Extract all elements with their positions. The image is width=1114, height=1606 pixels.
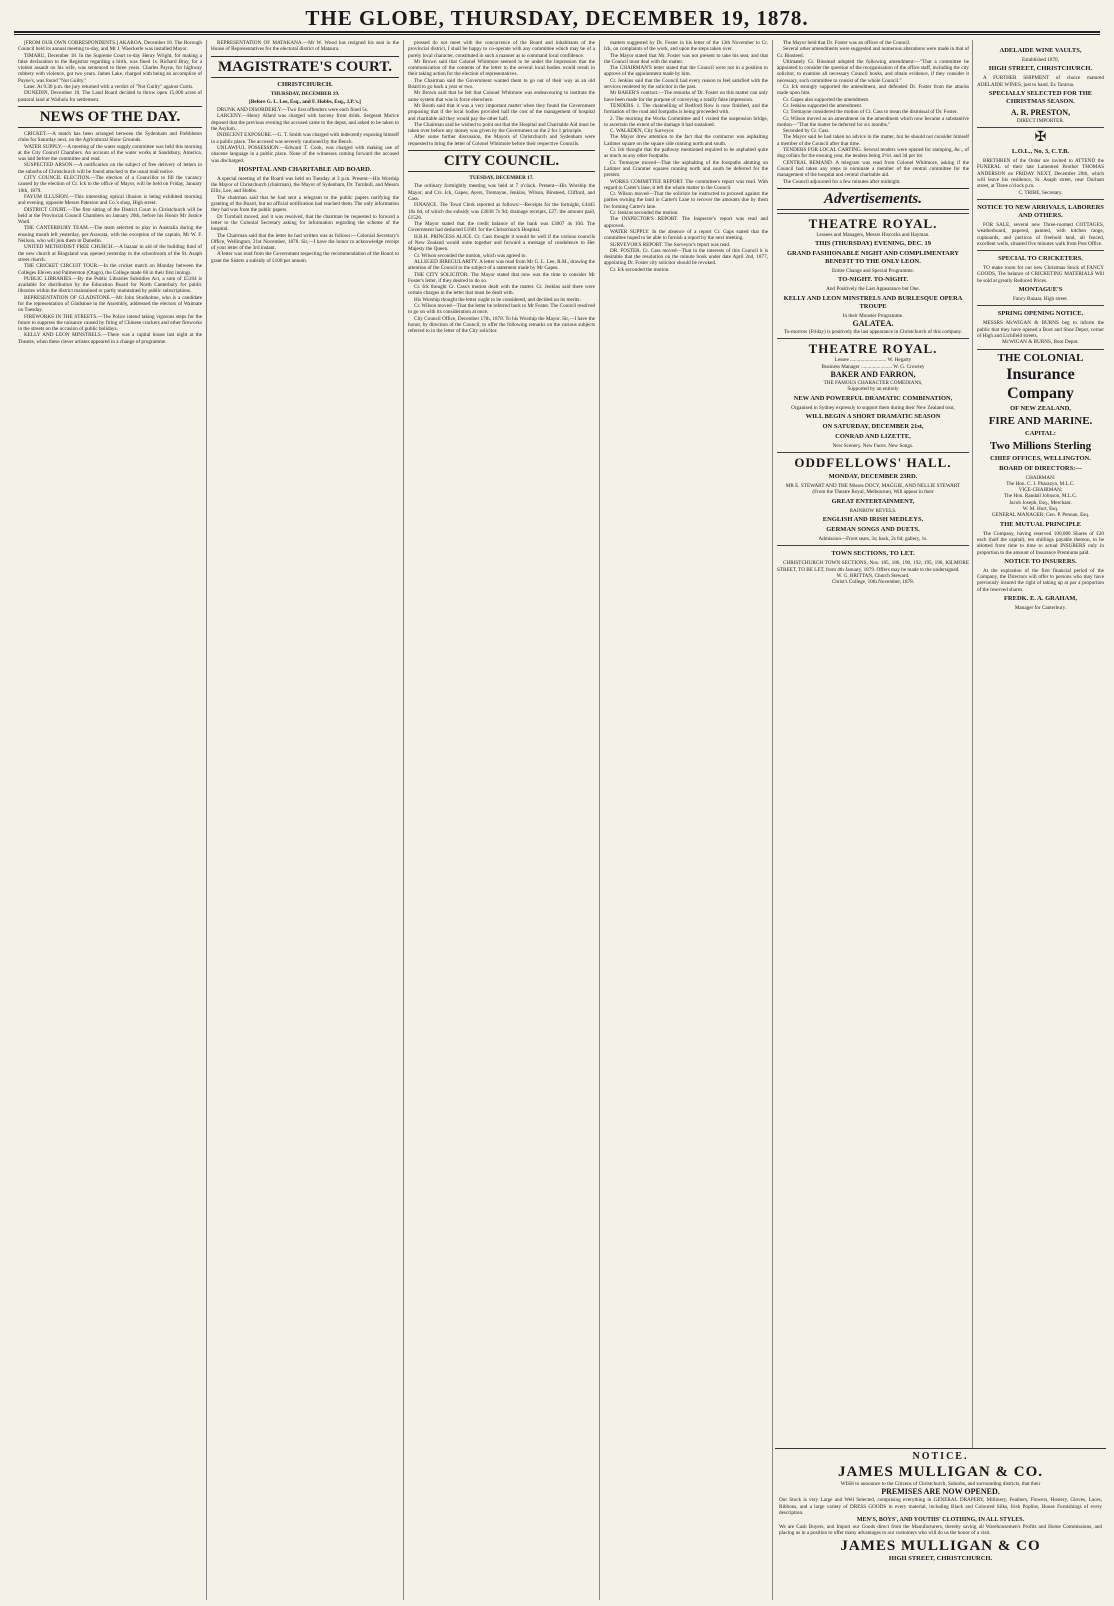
mulligan-addr: HIGH STREET, CHRISTCHURCH. bbox=[888, 1554, 993, 1562]
ad-line: To-morrow (Friday) is positively the last appearance in Christchurch of this company. bbox=[783, 329, 963, 336]
hospital-para: The chairman said that he had sent a telegram to the public papers notifying the granting of the Board, but no official notification had reached them. The only information they had was from the public papers. bbox=[211, 194, 399, 214]
city-para: Cr. Ick thought Cr. Cass's motion dealt with the matter. Cr. Jenkins said there were certain charges in the letter that must be dealt with. bbox=[408, 284, 595, 297]
wine-text: A FURTHER SHIPMENT of choice matured ADELAIDE WINES, just to hand, Ex Tararua. bbox=[977, 75, 1104, 88]
ad-line: RAINBOW REVELS. bbox=[849, 507, 897, 514]
court-bench: [Before G. L. Lee, Esq., and F. Hobbs, Esq., J.P.'s.] bbox=[249, 98, 361, 105]
court-case: UNLAWFUL POSSESSION.—Edward T. Cook, was charged with making use of obscene language in a public place. None of the witnesses coming forward the accused was discharged. bbox=[211, 144, 399, 164]
council-cont: The INSPECTOR'S REPORT. The Inspector's report was read and approved. bbox=[604, 216, 768, 229]
council-cont: 2. The morning the Works Committee and I visited the suspension bridge, to ascertain the extent of the damage it had sustained. bbox=[604, 115, 768, 128]
notice2-text: At the expiration of the first financial period of the Company, the Directors will offer to persons who may have previously insured the right of taking up at par a proportion of the reserved shares. bbox=[977, 567, 1104, 593]
mulligan-text: Our Stock is very Large and Well Selected, comprising everything in GENERAL DRAPERY, Millinery, Feathers, Flowers, Hosiery, Gloves, Laces, Ribbons, and a large variety of DRESS GOODS in every material, including Black and Coloured Silks, Irish Poplins, House Furnishings of every description. bbox=[779, 1497, 1102, 1516]
ad-line: GALATEA. bbox=[852, 319, 894, 329]
column-divider bbox=[206, 40, 207, 1600]
ad-line: Organised in Sydney expressly to support them during their New Zealand tour, bbox=[791, 404, 955, 411]
council-cont: The Mayor held that Dr. Foster was an officer of the Council. bbox=[783, 40, 911, 46]
lodge-title: L.O.L., No. 3, C.T.B. bbox=[1011, 148, 1070, 156]
mulligan-ad bbox=[775, 1448, 1106, 1600]
court-heading: MAGISTRATE'S COURT. bbox=[211, 56, 399, 78]
council-cont: Several other amendments were suggested and numerous alterations were made in that of Cr. Binsteed. bbox=[777, 46, 969, 59]
column-2 bbox=[209, 40, 401, 1600]
hospital-cont: pressed do not meet with the concurrence of the Board and inhabitants of the provincial district, I shall be happy to co-operate with any committee which may be of a purely local character, constituted in such a manner as to command local confidence. bbox=[408, 40, 595, 59]
sections-title: TOWN SECTIONS, TO LET. bbox=[831, 550, 915, 558]
ad-line: TO-NIGHT. TO-NIGHT. bbox=[837, 276, 908, 284]
mulligan-name: JAMES MULLIGAN & CO. bbox=[837, 1464, 1043, 1480]
column-5 bbox=[775, 40, 971, 1600]
later-report: Later. At 9.30 p.m. the jury returned with a verdict of "Not Guilty" against Curtis. bbox=[24, 84, 194, 91]
sections-text: CHRISTCHURCH TOWN SECTIONS, Nos. 185, 186, 190, 192, 195, 196, KILMORE STREET, TO BE LET, from 4th January, 1879. Offers may be made to the undersigned. bbox=[777, 560, 969, 573]
hospital-para: Dr Turnbull moved, and it was resolved, that the chairman be requested to forward a letter to the Colonial Secretary asking for information regarding the scheme of the hospital. bbox=[211, 213, 399, 233]
court-place: CHRISTCHURCH. bbox=[277, 80, 333, 88]
board-line: W. M. Hort, Esq. bbox=[1022, 506, 1059, 513]
council-cont: Cr. Tremayne moved—That the asphalting of the footpaths abutting on Latimer and Cranmer squares running north and south be deferred for the present. bbox=[604, 159, 768, 179]
wine-title: ADELAIDE WINE VAULTS, bbox=[999, 47, 1082, 54]
news-item: REPRESENTATION OF GLADSTONE.—Mr John Studholme, who is a candidate for the representation of Gladstone in the Assembly, addressed the electors of Waimate on Tuesday. bbox=[18, 294, 202, 314]
city-para: Cr. Wilson moved—That the letter be referred back to Mr Foster. The Council resolved to go on with its consideration at once. bbox=[408, 302, 595, 316]
news-item: SUSPECTED ARSON.—A notification on the subject of free delivery of letters in the suburbs of Christchurch will be found attached to the usual mail notice. bbox=[18, 162, 202, 175]
insurance-nz: OF NEW ZEALAND, bbox=[1010, 404, 1071, 412]
column-divider bbox=[772, 40, 773, 1600]
board-line: Jacob Joseph, Esq., Merchant. bbox=[1009, 499, 1072, 506]
ad-line: Supported by an entirely bbox=[847, 386, 899, 393]
theatre-royal-ad-2 bbox=[777, 338, 969, 449]
mulligan-clothing: MEN'S, BOYS', AND YOUTHS' CLOTHING, IN ALL STYLES. bbox=[856, 1517, 1025, 1524]
principle-text: The Company, having reserved 100,000 Shares of £20 each (half the capital), ten shillings payable thereon, to be allotted from time to time to actual INSURERS only in proportion to the amount of Insurance Premiums paid. bbox=[977, 530, 1104, 556]
news-item: WATER SUPPLY.—A meeting of the water supply committee was held this morning at the City Council Chambers. An account of the water works at Sandsbury, America, was laid before the committee and read. bbox=[18, 143, 202, 163]
news-item: FAYUM ILLUSION.—This interesting optical illusion is being exhibited morning and evening, opposite Messrs Paterson and Co.'s shop, High street. bbox=[18, 193, 202, 207]
montague-sub: Fancy Bazaar, High street. bbox=[1013, 296, 1068, 303]
council-cont: Cr. Jenkins supported the amendment. bbox=[783, 102, 863, 109]
wine-vaults-ad bbox=[977, 43, 1104, 124]
ad-line: MONDAY, DECEMBER 23RD. bbox=[828, 473, 918, 481]
column-3 bbox=[406, 40, 597, 1600]
ad-line: Admission—Front seats, 3s; back, 2s 6d; gallery, 1s. bbox=[818, 535, 928, 542]
hospital-para: A letter was read from the Government respecting the recommendation of the Board to grant the Sisters a subsidy of £100 per annum. bbox=[211, 251, 399, 264]
town-sections-ad bbox=[777, 545, 969, 585]
opening-sign: McWIGAN & BURNS, Boot Depot. bbox=[1002, 339, 1079, 346]
intro-akaroa: [FROM OUR OWN CORRESPONDENTS.] AKAROA, December 18. The Borough Council held its annual meeting to-day, and Mr J. Waeckerle was installed Mayor. bbox=[18, 40, 202, 53]
opening-ad bbox=[977, 305, 1104, 345]
ad-line: And Positively the Last Appearance but One. bbox=[826, 286, 920, 293]
hospital-cont: After some further discussion, the Mayors of Christchurch and Sydenham were requested to bring the letter of Colonel Whitmore before their respective Councils. bbox=[408, 134, 595, 147]
council-cont: WORKS COMMITTEE REPORT. The committee's report was read. With regard to Carter's lane, it left the whole matter to the Council. bbox=[604, 178, 768, 191]
column-divider bbox=[403, 40, 404, 1600]
city-para: THE CITY SOLICITOR. The Mayor stated that now was the time to consider Mr Foster's letter, if they desired to do so. bbox=[408, 271, 595, 284]
hospital-cont: The Chairman said the Government wanted them to go out of their way as an old Board to go back a year or two. bbox=[408, 77, 595, 91]
news-item: CITY COUNCIL ELECTION.—The election of a Councillor to fill the vacancy caused by the election of Cr. Ick to the office of Mayor, will be held on Friday, January 10th, 1879. bbox=[18, 175, 202, 194]
sections-date: Christ's College, 10th November, 1878. bbox=[831, 579, 915, 586]
council-cont: TENDERS. 1. The channelling of Bedford Row is now finished, and the formation of the road and footpaths is being proceeded with. bbox=[604, 102, 768, 116]
lessee-line: Lessee ............................ W. Hegarty bbox=[834, 357, 912, 364]
lodge-text: BRETHREN of the Order are invited to ATTEND the FUNERAL of their late Lamented Brother THOMAS ANDERSON on FRIDAY NEXT, December 20th, which will leave his residence, St. Asaph street, near Durham street, at Three o'clock p.m. bbox=[977, 158, 1104, 190]
graham-sub: Manager for Canterbury. bbox=[1014, 604, 1067, 611]
theatre-royal-ad bbox=[777, 213, 969, 335]
oddfellows-ad bbox=[777, 452, 969, 542]
council-cont: Ultimately Cr. Binstead adopted the following amendment:—"That a committee be appointed to consider the question of the reorganisation of the office staff, including the city solicitor, to examine all necessary Council books, and obtain evidence, if they consider it necessary, such committee to consist of the whole Council." bbox=[777, 58, 969, 84]
city-para: The ordinary fortnightly meeting was held at 7 o'clock. Present—His Worship the Mayor, and Crs. Ick, Gapes, Ayers, Tremayne, Jenkins, Wilson, Binsteed, Clifford, and Cass. bbox=[408, 183, 595, 202]
council-cont: Cr. Tremayne considered the motion of Cr. Cass to mean the dismissal of Dr. Foster. bbox=[783, 109, 958, 116]
hospital-cont: The Chairman said he wished to point out that the Hospital and Charitable Aid must be taken over before any money was given by the Government on the 2 for 1 principle. bbox=[408, 121, 595, 135]
mulligan-notice: NOTICE. bbox=[912, 1451, 969, 1462]
news-item: CRICKET.—A match has been arranged between the Sydenham and Frebbleton clubs for Saturday next, on the Agricultural Show Grounds. bbox=[18, 130, 202, 144]
column-1 bbox=[16, 40, 204, 1600]
ad-line: THE FAMOUS CHARACTER COMEDIANS, bbox=[823, 379, 923, 386]
lodge-ad bbox=[977, 127, 1104, 196]
cricket-title: SPECIAL TO CRICKETERS. bbox=[998, 255, 1083, 263]
mulligan-name-2: JAMES MULLIGAN & CO bbox=[840, 1537, 1041, 1554]
council-cont: TENDERS FOR LOCAL CARTING. Several tenders were opened for stamping, &c., of dog collars for the ensuing year, the tenders being 2½d. and 3d per lot. bbox=[777, 147, 969, 160]
court-date: THURSDAY, DECEMBER 19. bbox=[270, 90, 340, 97]
city-council-heading: CITY COUNCIL. bbox=[408, 150, 595, 172]
council-cont: C. WALKDEN, City Surveyor. bbox=[610, 128, 675, 135]
oddfellows-title: ODDFELLOWS' HALL. bbox=[794, 455, 952, 471]
board-line: The Hon. Randall Johnson, M.L.C. bbox=[1003, 493, 1078, 500]
timaru-report: TIMARU, December 18. In the Supreme Court to-day Henry Wright, for making a false declaration to the Registrar regarding a birth, was fined 1s. Richard Bray, for a violent assault on his wife, was sentenced to three years. Charles Payne, for highway robbery with violence, got two years. James Lake, charged with being an accomplice of Payne's, was found "Not Guilty." bbox=[18, 52, 202, 84]
sale-ad bbox=[977, 199, 1104, 247]
council-cont: The Mayor said he had taken no advice in the matter, but he should not consider himself a member of the Council after that time. bbox=[777, 134, 969, 147]
news-item: THE CRICKET CIRCUIT TOUR.—In the cricket match on Monday between the Colleges Eleven and Palmerston (Otago), the College made 68 in their first innings. bbox=[18, 263, 202, 276]
court-case: LARCENY.—Henry Allard was charged with larceny from drink. Sergeant Morice deposed that the previous evening the accused came to the depot, and asked to be taken to the Asylum. bbox=[211, 113, 399, 133]
council-cont: Cr. Jenkins said that the Council had every reason to feel satisfied with the services rendered by the solicitor in the past. bbox=[604, 77, 768, 91]
council-cont: Seconded by Cr. Cass. bbox=[783, 128, 830, 135]
sections-signer: W. G. BRITTAN, Church Steward. bbox=[836, 572, 910, 579]
opening-title: SPRING OPENING NOTICE. bbox=[997, 310, 1084, 318]
preston-name: A. R. PRESTON, bbox=[1010, 107, 1071, 117]
council-cont: Cr. Ick thought that the pathway mentioned required to be asphalted quite as much as any other footpaths. bbox=[604, 147, 768, 160]
hospital-cont: Mr Brown said that Colonel Whitmore seemed to be under the impression that the communication of the contents of the letter to the several local bodies would result in their taking action for the election of representatives. bbox=[408, 58, 595, 78]
lodge-sign: C. TRIBE, Secretary. bbox=[1018, 189, 1063, 196]
colonial-insurance-ad bbox=[977, 349, 1104, 612]
board-line: BOARD OF DIRECTORS:— bbox=[999, 464, 1082, 472]
council-cont: CENTRAL REMAND. A telegram was read from Colonel Whitmore, asking if the Council had taken any steps to nominate a member of the central committee for the management of the hospital and central charitable aid. bbox=[777, 159, 969, 179]
hospital-heading: HOSPITAL AND CHARITABLE AID BOARD. bbox=[238, 165, 372, 173]
council-cont: Cr. Ick seconded the motion. bbox=[610, 266, 670, 273]
masthead-rule bbox=[14, 31, 1100, 35]
council-cont: Mr BAKER'S contract.—The remarks of Dr. Foster on this matter can only have been made for the purpose of conveying a totally false impression. bbox=[604, 90, 768, 103]
ad-line: New Scenery. New Faces. New Songs. bbox=[832, 442, 914, 449]
news-item: UNITED METHODIST FREE CHURCH.—A bazaar in aid of the building fund of the new church at Bingsland was opened yesterday in the schoolroom of the St. Asaph street church. bbox=[18, 244, 202, 263]
news-item: THE CANTERBURY TEAM.—The team selected to play in Australia during the ensuing month left yesterday, per Arawata, with the exception of the captain, Mr W. F. Neilson, who will join them in Dunedin. bbox=[18, 225, 202, 245]
insurance-capital: CAPITAL: bbox=[1025, 429, 1056, 437]
masthead: THE GLOBE, THURSDAY, DECEMBER 19, 1878. bbox=[305, 6, 809, 30]
mulligan-announce: WISH to announce to the Citizens of Christchurch, Suburbs, and surrounding districts, that their bbox=[840, 1481, 1041, 1487]
council-cont: The CHAIRMAN'S letter stated that the Council were not in a position to approve of the appointment made by him. bbox=[604, 65, 768, 78]
council-cont: DR. FOSTER. Cr. Cass moved—That in the interests of this Council it is desirable that the resolution on the minute book under date April 2nd, 1877, appointing Dr. Foster city solicitor should be revoked. bbox=[604, 247, 768, 267]
theatre-title: THEATRE ROYAL. bbox=[808, 341, 938, 357]
city-para: The Mayor stated that the credit balance of the bank was £3007 4s 10d. The Government had deducted £1681 for the Christchurch Hospital. bbox=[408, 221, 595, 234]
wine-special: SPECIALLY SELECTED FOR THE CHRISTMAS SEASON. bbox=[988, 89, 1093, 105]
matakana-item: REPRESENTATION OF MATAKANA.—Mr W. Wood has resigned his seat in the House of Representatives for the electoral district of Mataura. bbox=[211, 40, 399, 53]
ad-line: Entire Change and Special Programme. bbox=[832, 268, 914, 275]
court-case: INDECENT EXPOSURE.—G. T. Smith was charged with indecently exposing himself in a public place. The accused was severely cautioned by the Bench. bbox=[211, 132, 399, 145]
lodge-emblem-icon: ✠ bbox=[1034, 130, 1047, 146]
hospital-para: A special meeting of the Board was held on Tuesday at 3 p.m. Present—His Worship the Mayor of Christchurch (chairman), the Mayor of Sydenham, Dr. Turnbull, and Messrs Ellis, Lee, and Hobbs. bbox=[211, 175, 399, 195]
ad-line: KELLY AND LEON MINSTRELS AND BURLESQUE OPERA TROUPE bbox=[783, 294, 963, 310]
council-cont: WATER SUPPLY. In the absence of a report Cr. Gaps stated that the committee hoped to be able to furnish a report by the next meeting. bbox=[604, 228, 768, 242]
board-line: CHAIRMAN: bbox=[1025, 474, 1056, 481]
ad-line: ON SATURDAY, DECEMBER 21st, bbox=[822, 422, 924, 430]
ad-line: THIS (THURSDAY) EVENING, DEC. 19 bbox=[814, 240, 932, 248]
ad-line: ENGLISH AND IRISH MEDLEYS. bbox=[822, 515, 924, 523]
insurance-millions: Two Millions Sterling bbox=[989, 439, 1092, 452]
advertisements-heading: Advertisements. bbox=[777, 188, 969, 210]
council-cont: SURVEYOR'S REPORT. The Surveyor's report was read. bbox=[610, 241, 731, 248]
insurance-fire: FIRE AND MARINE. bbox=[988, 414, 1093, 427]
mulligan-premises: PREMISES ARE NOW OPENED. bbox=[881, 1487, 1000, 1497]
ad-line: CONRAD AND LIZETTE, bbox=[835, 432, 911, 440]
board-line: The Hon. C. J. Pharazyn, M.L.C. bbox=[1006, 480, 1075, 487]
opening-text: MESSRS McWIGAN & BURNS beg to inform the public that they have opened a Boot and Shoe Depot, corner of High and Lichfield streets. bbox=[977, 320, 1104, 339]
council-cont: Cr. Wilson moved—That the solicitor be instructed to proceed against the parties owning the land in Carter's Lane to recover the amounts due by them for forming Carter's lane. bbox=[604, 191, 768, 210]
wine-est: Established 1870, bbox=[1022, 57, 1059, 63]
dunedin-report: DUNEDIN, December 18. The Land Board decided to throw open 15,000 acres of pastoral land at Waihola for settlement. bbox=[18, 90, 202, 103]
news-item: KELLY AND LEON MINSTRELS.—There was a capital house last night at the Theatre, when these clever artistes appeared in a change of programme. bbox=[18, 332, 202, 345]
mulligan-cash: We are Cash Buyers, and Import our Goods direct from the Manufacturers, thereby saving all Warehousemen's Profits and Home Commissions, and placing us in a position to offer many advantages to our customers who will do us the honor of a visit. bbox=[779, 1524, 1102, 1537]
wine-addr: HIGH STREET, CHRISTCHURCH. bbox=[988, 65, 1093, 73]
city-para: ALLEGED IRREGULARITY. A letter was read from Mr G. L. Lee, R.M., drawing the attention of the Council to the subject of a statement made by Mr Gapes. bbox=[408, 258, 595, 272]
council-cont: Cr. Gapes also supported the amendment. bbox=[783, 96, 870, 103]
column-divider bbox=[599, 40, 600, 1600]
hospital-para: The Chairman said that the letter he had written was as follows:—Colonial Secretary's Office, Wellington, 21st November, 1878. Sir,—I have the honor to acknowledge receipt of your letter of the 3rd instant. bbox=[211, 232, 399, 252]
council-cont: matters suggested by Dr. Foster in his letter of the 13th November to Cr. Ick, on complaints of the work, and upon the steps taken over. bbox=[604, 40, 768, 53]
ad-line: GERMAN SONGS AND DUETS. bbox=[826, 525, 920, 533]
council-cont: Cr. Wilson moved as an amendment on the amendment which now became a substantive motion—"That the matter be deferred for six months." bbox=[777, 115, 969, 128]
council-cont: Cr. Jenkins seconded the motion. bbox=[610, 210, 679, 217]
column-divider bbox=[972, 40, 973, 1600]
city-para: City Council Office, December 17th, 1878. To his Worship the Mayor. Sir,—I have the honor, by direction of the Council, to offer the following remarks on the various subjects referred to in the letter of the City solicitor. bbox=[408, 315, 595, 335]
montague: MONTAGUE'S bbox=[1018, 286, 1063, 294]
column-4 bbox=[602, 40, 770, 1600]
board-line: VICE-CHAIRMAN: bbox=[1018, 487, 1063, 494]
theatre-title: THEATRE ROYAL. bbox=[808, 215, 938, 231]
cricket-ad bbox=[977, 250, 1104, 302]
ad-line: Lessees and Managers, Messrs Hiscocks and Hayman. bbox=[816, 231, 930, 238]
notice2-title: NOTICE TO INSURERS. bbox=[1004, 557, 1077, 565]
principle-title: THE MUTUAL PRINCIPLE bbox=[999, 520, 1082, 528]
council-cont: Cr. Ick strongly supported the amendment, and defended Dr. Foster from the attacks made upon him. bbox=[777, 84, 969, 97]
hospital-cont: Mr Booth said that it was a very important matter when they found the Government proposing that if the local bodies provided half the cost of the management of hospital and charitable aid they would pay the other half. bbox=[408, 102, 595, 122]
news-heading: NEWS OF THE DAY. bbox=[18, 106, 202, 128]
troupe-name: BAKER AND FARRON, bbox=[830, 369, 916, 379]
column-6 bbox=[975, 40, 1106, 1600]
insurance-title: Insurance Company bbox=[1006, 365, 1075, 402]
hospital-cont: Mr Brown said that he felt that Colonel Whitmore was endeavouring to institute the same system that was in force elsewhere. bbox=[408, 90, 595, 103]
court-case: DRUNK AND DISORDERLY.—Two first offenders were each fined 5s. bbox=[217, 107, 369, 114]
ad-line: MR E. STEWART AND THE Misses DOCY, MAGGIE, AND NELLIE STEWART bbox=[785, 483, 961, 490]
manager-line: Business Manager ........................ W. G. Crowley bbox=[821, 363, 925, 370]
city-para: H.R.H. PRINCESS ALICE. Cr. Cass thought it would be well if the various councils of New Zealand would unite together and forward a message of condolence to Her Majesty the Queen. bbox=[408, 233, 595, 253]
cricket-text: TO make room for our new Christmas Stock of FANCY GOODS, The balance of CRICKETING MATERIALS Will be sold at greatly Reduced Prices. bbox=[977, 265, 1104, 284]
news-item: DISTRICT COURT.—The first sitting of the District Court in Christchurch will be held at the Provincial Council Chambers on January 20th, before his Honor Mr Justice Ward. bbox=[18, 206, 202, 226]
news-item: FIREWORKS IN THE STREETS.—The Police intend taking vigorous steps for the future to suppress the nuisance caused by firing of Chinese crackers and other fireworks in the streets on the occasion of public holidays. bbox=[18, 313, 202, 333]
city-para: Cr. Wilson seconded the motion, which was agreed to. bbox=[414, 252, 527, 259]
board-line: GENERAL MANAGER: Geo. P. Pennan, Esq. bbox=[991, 512, 1090, 519]
ad-line: In their Monster Programme. bbox=[842, 312, 904, 319]
insurance-offices: CHIEF OFFICES, WELLINGTON. bbox=[990, 454, 1091, 462]
ad-line: GREAT ENTERTAINMENT, bbox=[831, 497, 915, 505]
ad-line: WILL BEGIN A SHORT DRAMATIC SEASON bbox=[805, 412, 941, 420]
council-cont: The Council adjourned for a few minutes after midnight. bbox=[783, 178, 901, 185]
city-para: FINANCE. The Town Clerk reported as follows:—Receipts for the fortnight, £4445 16s 6d, of which the subsidy was £3038 7s 9d; drainage receipts, £27; the amount paid, £1526. bbox=[408, 202, 595, 221]
notice-title: NOTICE TO NEW ARRIVALS, LABORERS AND OTHERS. bbox=[977, 203, 1104, 219]
colonial-title: THE COLONIAL bbox=[997, 351, 1084, 364]
ad-line: GRAND FASHIONABLE NIGHT AND COMPLIMENTARY BENEFIT TO THE ONLY LEON. bbox=[786, 250, 960, 266]
preston-sub: DIRECT IMPORTER. bbox=[1016, 117, 1065, 124]
graham-name: FREDK. E. A. GRAHAM, bbox=[1003, 594, 1078, 602]
ad-line: NEW AND POWERFUL DRAMATIC COMBINATION, bbox=[793, 394, 953, 402]
city-para: His Worship thought the letter ought to be considered, and decided on its merits. bbox=[414, 296, 581, 303]
ad-line: (From the Theatre Royal, Melbourne), Will appear in their bbox=[812, 489, 934, 496]
city-council-date: TUESDAY, DECEMBER 17. bbox=[469, 175, 534, 182]
council-cont: The Mayor drew attention to the fact that the contractor was asphalting Latimer square on the square side running north and south. bbox=[604, 134, 768, 147]
sale-text: FOR SALE, several new Three-roomed COTTAGES, weatherboard, papered, painted, with kitchen range, cupboards, and porticos of freehold land, all fenced, excellent wells, situated five minutes walk from Post Office. bbox=[977, 221, 1104, 247]
council-cont: The Mayor stated that Mr. Foster was not present to take his seat, and that the Council must deal with the matter. bbox=[604, 52, 768, 65]
news-item: PUBLIC LIBRARIES.—By the Public Libraries Subsidies Act, a sum of £5184 is available for distribution by the Education Board for North Canterbury for public libraries within the district maintained or partly maintained by public subscriptions. bbox=[18, 275, 202, 295]
